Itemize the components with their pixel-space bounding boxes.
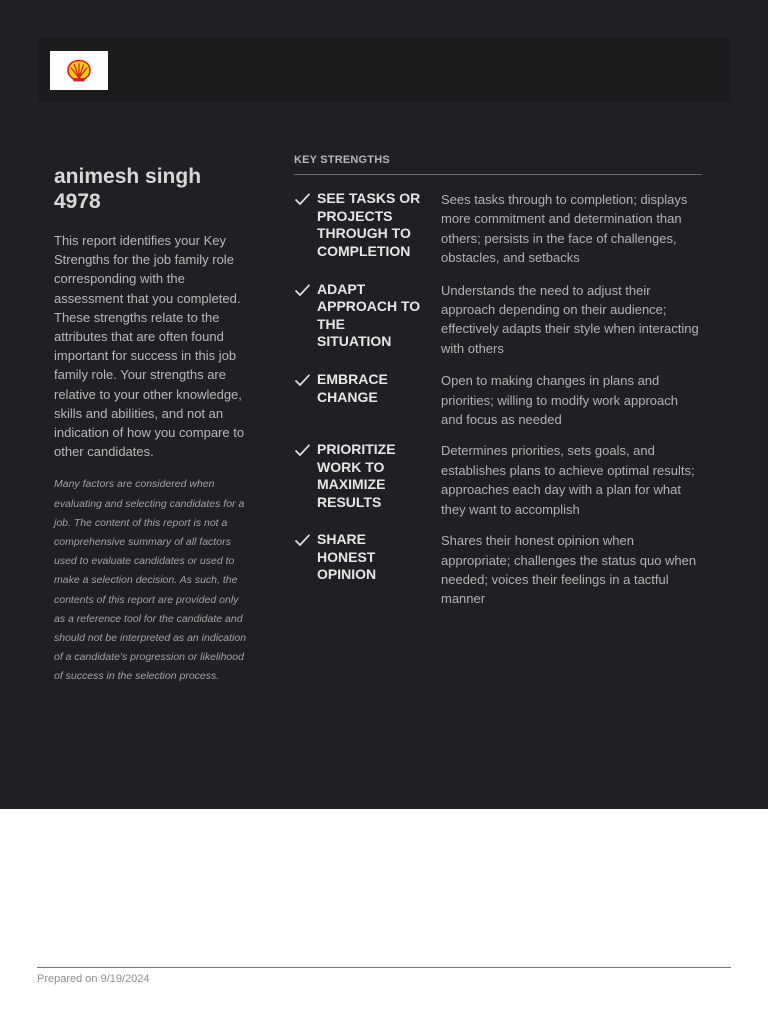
footer-divider [37,967,731,968]
strength-description: Shares their honest opinion when appropriate; challenges the status quo when needed; voices their feelings in a tactful manner [441,533,697,607]
strength-item [294,371,702,429]
check-icon [294,373,311,387]
strength-name: PRIORITIZE WORK TO MAXIMIZE RESULTS [317,441,396,510]
prepared-date: Prepared on 9/19/2024 [37,973,150,985]
check-icon [294,283,311,297]
candidate-summary [54,164,250,687]
shell-logo [50,51,108,90]
strength-name: ADAPT APPROACH TO THE SITUATION [317,280,421,350]
strength-item [294,441,702,519]
strength-item [294,281,702,359]
strength-description: Determines priorities, sets goals, and establishes plans to achieve optimal results; approaches each day with a plan for what they want to accomplish [441,443,695,517]
strength-item [294,531,702,609]
strength-list [294,190,702,609]
strength-name: EMBRACE CHANGE [317,371,388,405]
report-disclaimer: Many factors are considered when evaluating and selecting candidates for a job. The content of this report is not a comprehensive summary of all factors used to evaluate candidates or used to make a selection decision. As such, the contents of this report are provided only as a reference tool for the candidate and should not be interpreted as an indication of a candidate's progression or likelihood of success in the selection process. [54,478,247,683]
strength-description: Open to making changes in plans and priorities; willing to modify work approach and focus as needed [441,373,678,428]
key-strengths-section [294,152,702,609]
check-icon [294,533,311,547]
check-icon [294,443,311,457]
strength-item [294,190,702,268]
report-intro: This report identifies your Key Strengths for the job family role corresponding with the assessment that you completed. These strengths relate to the attributes that are often found important for success in this job family role. Your strengths are relative to your other knowledge, skills and abilities, and not an indication of how you compare to other candidates. [54,233,245,460]
strength-name: SEE TASKS OR PROJECTS THROUGH TO COMPLETION [317,190,421,259]
report-header [38,38,731,102]
key-strengths-title: KEY STRENGTHS [294,152,702,175]
check-icon [294,192,311,206]
candidate-name: animesh singh 4978 [54,165,202,213]
strength-name: SHARE HONEST OPINION [317,531,377,583]
strength-description: Understands the need to adjust their approach depending on their audience; effectively adapts their style when interacting with others [441,282,699,356]
strength-description: Sees tasks through to completion; displays more commitment and determination than others; persists in the face of challenges, obstacles, and setbacks [441,192,688,266]
shell-logo-icon [66,59,92,83]
